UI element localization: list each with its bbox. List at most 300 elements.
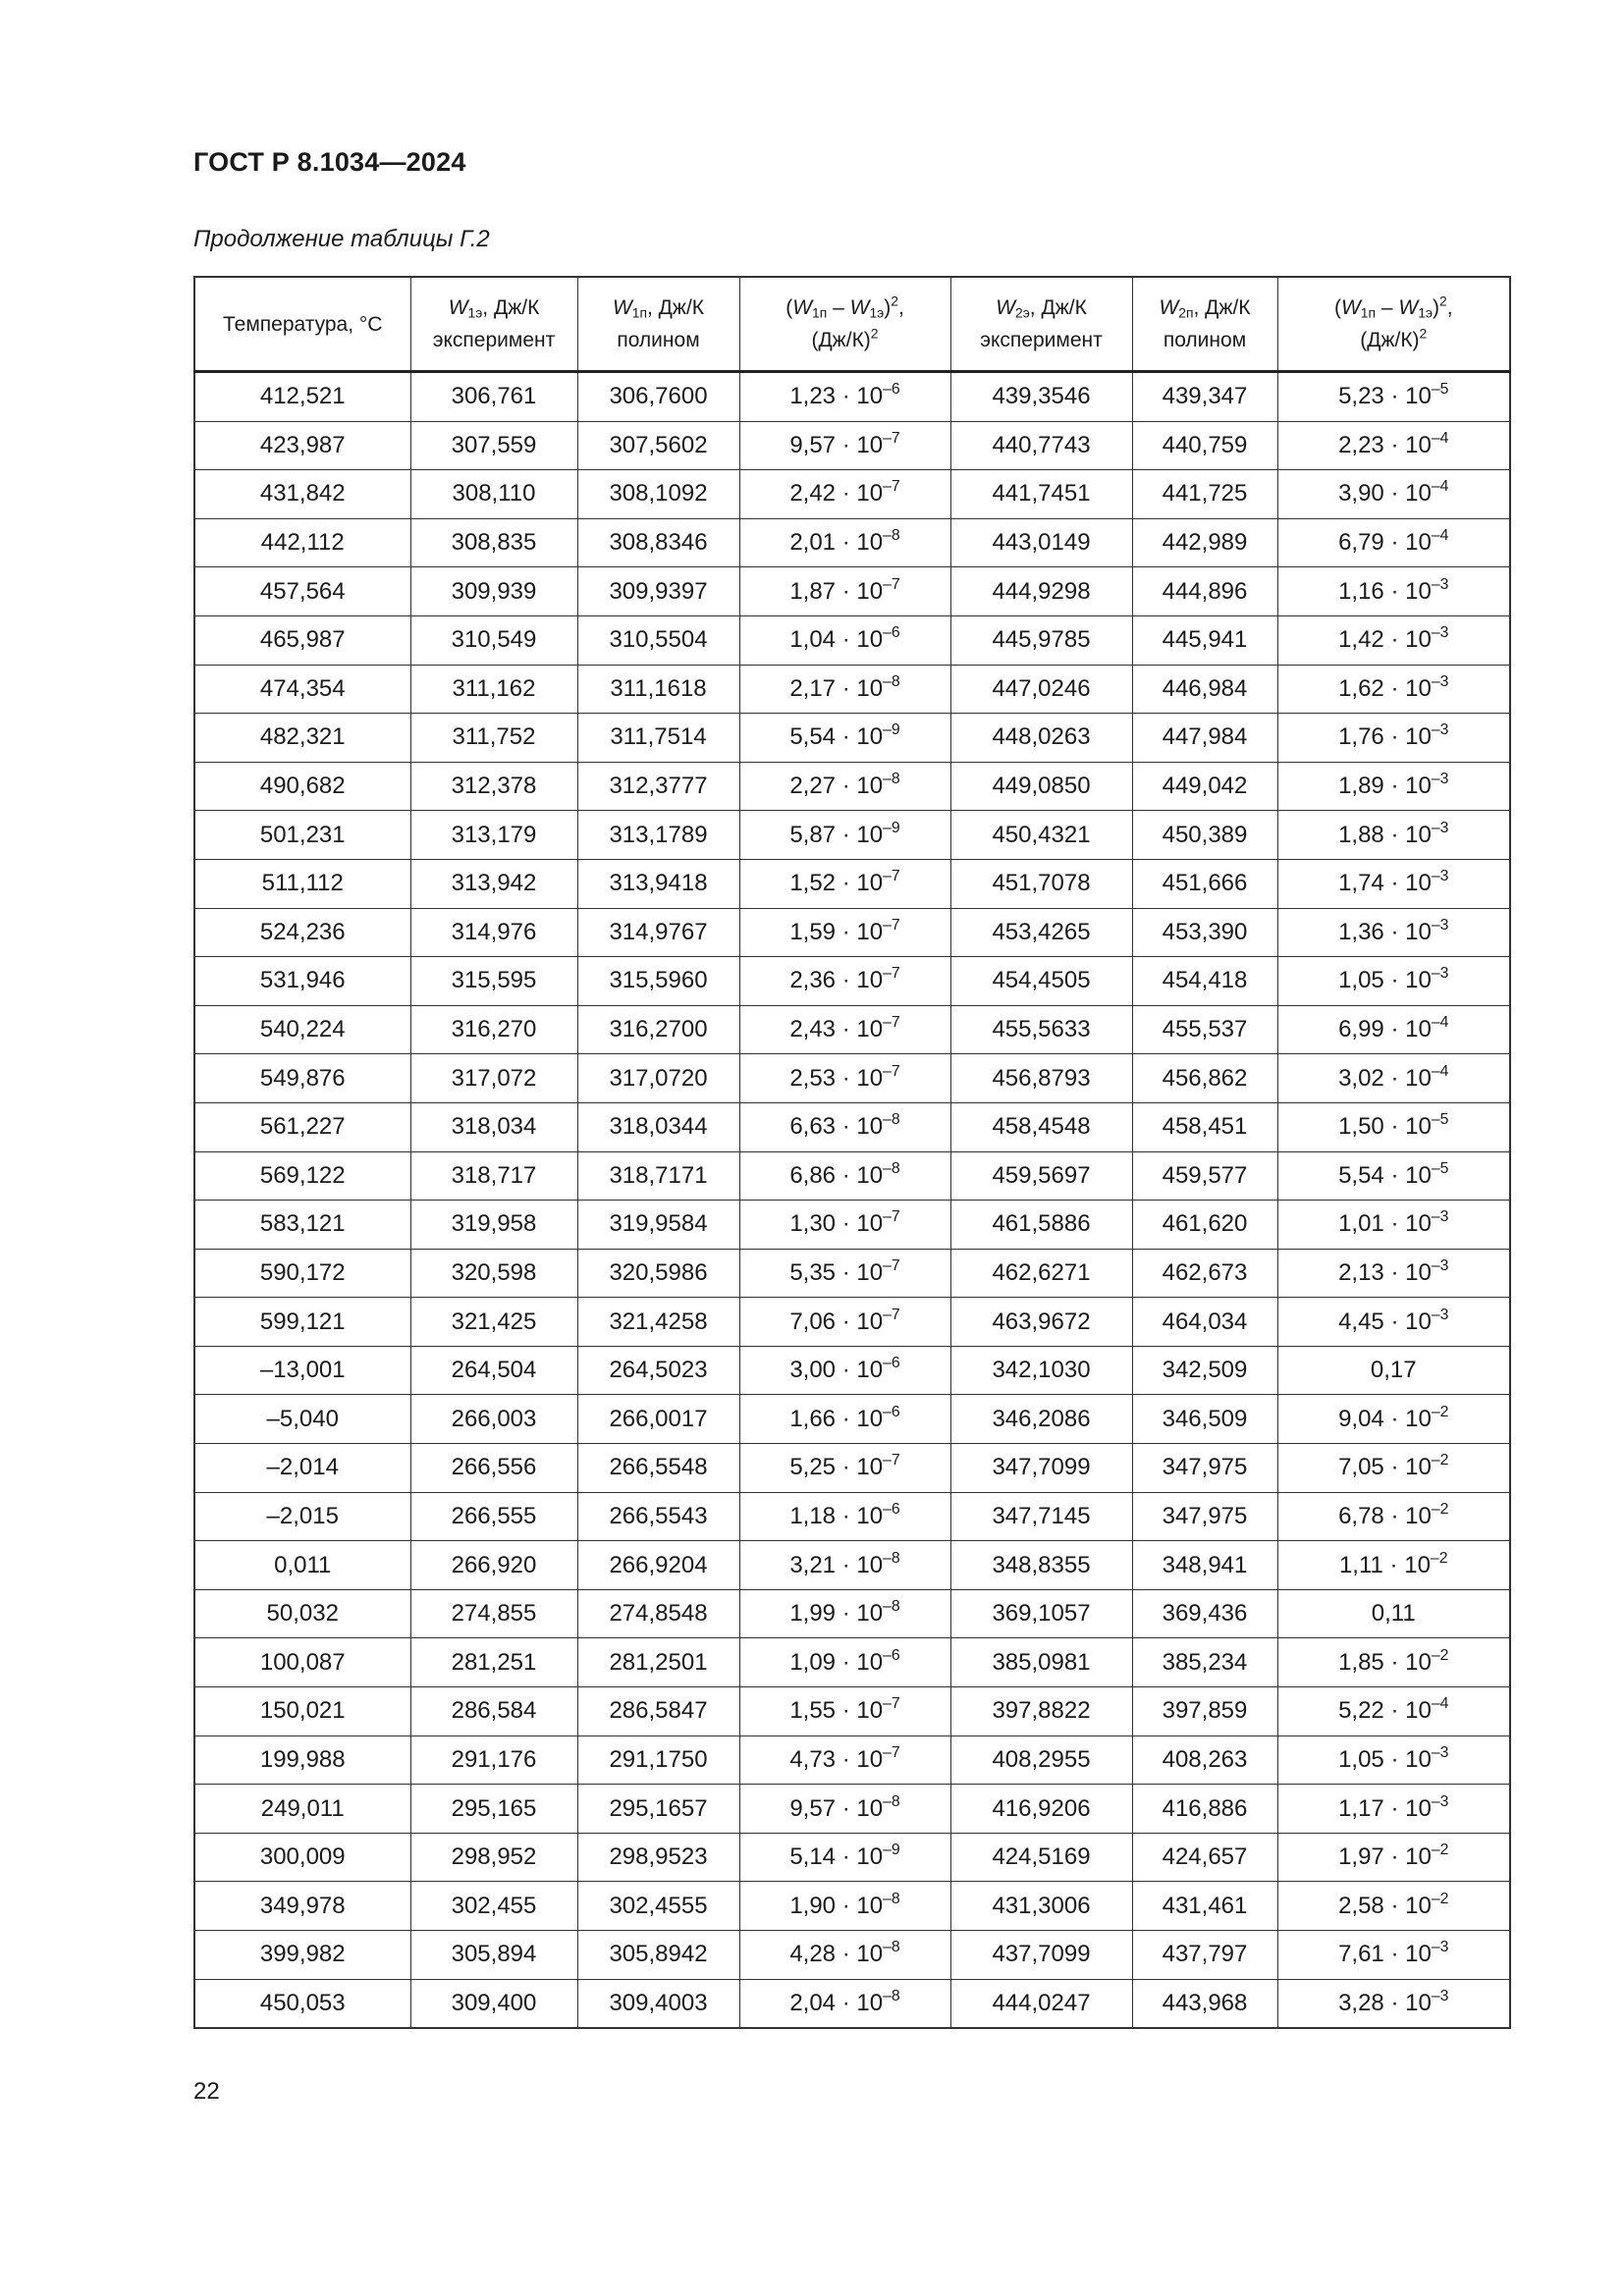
cell-w2-polynomial: 437,797 <box>1132 1931 1277 1980</box>
cell-deviation-2 <box>1277 859 1510 908</box>
table-caption: Продолжение таблицы Г.2 <box>193 226 490 252</box>
cell-w1-experiment: 307,559 <box>410 421 577 470</box>
cell-w1-experiment: 318,034 <box>410 1102 577 1151</box>
mantissa: 1,66 <box>789 1405 837 1432</box>
table-row <box>194 1492 1510 1541</box>
table-row <box>194 1151 1510 1201</box>
mantissa: 1,36 <box>1338 918 1384 945</box>
cell-w1-experiment: 306,761 <box>410 372 577 422</box>
cell-w1-polynomial: 319,9584 <box>577 1201 739 1250</box>
cell-temperature: 450,053 <box>194 1979 410 2028</box>
exponent-base: · 10 <box>1383 1405 1432 1432</box>
exponent-base: · 10 <box>836 1794 884 1822</box>
cell-w2-polynomial: 397,859 <box>1132 1687 1277 1736</box>
mantissa: 2,42 <box>789 480 837 507</box>
exponent-base: · 10 <box>836 431 884 458</box>
cell-temperature: 599,121 <box>194 1298 410 1347</box>
cell-w1-experiment: 309,939 <box>410 567 577 616</box>
table-row <box>194 470 1510 519</box>
mantissa: 1,05 <box>1338 1745 1384 1773</box>
cell-w2-polynomial: 385,234 <box>1132 1638 1277 1687</box>
cell-deviation-2 <box>1277 1395 1510 1444</box>
mantissa: 1,23 <box>789 383 837 410</box>
cell-w2-experiment: 441,7451 <box>950 470 1132 519</box>
cell-w1-experiment: 313,942 <box>410 859 577 908</box>
exponent-base: · 10 <box>1383 918 1432 945</box>
exponent: –3 <box>1431 917 1449 934</box>
cell-temperature: 531,946 <box>194 957 410 1006</box>
page-number: 22 <box>193 2078 220 2105</box>
cell-deviation-2 <box>1277 615 1510 665</box>
mantissa: 7,05 <box>1338 1454 1384 1481</box>
mantissa: 3,28 <box>1338 1989 1384 2016</box>
cell-w1-polynomial: 318,0344 <box>577 1102 739 1151</box>
mantissa: 4,28 <box>789 1941 837 1968</box>
cell-w2-experiment: 456,8793 <box>950 1054 1132 1103</box>
exponent: –9 <box>883 721 900 739</box>
cell-temperature: 540,224 <box>194 1005 410 1054</box>
table-row <box>194 1102 1510 1151</box>
cell-w1-experiment: 274,855 <box>410 1589 577 1638</box>
cell-deviation-2 <box>1277 762 1510 811</box>
mantissa: 4,45 <box>1338 1308 1384 1335</box>
table-row <box>194 1444 1510 1493</box>
cell-temperature: 511,112 <box>194 859 410 908</box>
exponent: –3 <box>1431 868 1449 885</box>
exponent: –4 <box>1431 478 1449 496</box>
table-row <box>194 1931 1510 1980</box>
cell-w1-experiment: 320,598 <box>410 1249 577 1298</box>
exponent: –5 <box>1431 381 1449 399</box>
exponent-base: · 10 <box>836 674 884 702</box>
cell-w1-experiment: 264,504 <box>410 1346 577 1395</box>
mantissa: 1,62 <box>1338 674 1384 702</box>
cell-deviation-2 <box>1277 1298 1510 1347</box>
cell-w1-polynomial: 315,5960 <box>577 957 739 1006</box>
table-row <box>194 762 1510 811</box>
col-header-w2-polynomial: $W_{2п}$, Дж/К полином <box>1132 277 1277 372</box>
exponent: –4 <box>1431 1062 1449 1080</box>
cell-w2-polynomial: 454,418 <box>1132 957 1277 1006</box>
exponent-base: · 10 <box>836 1258 884 1286</box>
cell-w1-experiment: 298,952 <box>410 1833 577 1882</box>
cell-w2-experiment: 408,2955 <box>950 1735 1132 1785</box>
cell-deviation-2 <box>1277 1444 1510 1493</box>
cell-w1-experiment: 312,378 <box>410 762 577 811</box>
cell-w2-experiment: 455,5633 <box>950 1005 1132 1054</box>
col-header-w2-experiment: $W_{2э}$, Дж/К эксперимент <box>950 277 1132 372</box>
cell-w1-experiment: 313,179 <box>410 811 577 860</box>
exponent: –3 <box>1431 721 1449 739</box>
exponent-base: · 10 <box>836 1600 884 1628</box>
cell-w1-polynomial: 317,0720 <box>577 1054 739 1103</box>
mantissa: 2,53 <box>789 1064 837 1092</box>
cell-w2-experiment: 342,1030 <box>950 1346 1132 1395</box>
exponent-base: · 10 <box>836 1843 884 1871</box>
cell-w2-experiment: 416,9206 <box>950 1785 1132 1834</box>
table-row <box>194 1638 1510 1687</box>
cell-w2-polynomial: 458,451 <box>1132 1102 1277 1151</box>
cell-w1-experiment: 281,251 <box>410 1638 577 1687</box>
exponent-base: · 10 <box>1383 1016 1432 1043</box>
cell-deviation-2 <box>1277 1785 1510 1834</box>
exponent-base: · 10 <box>836 383 884 410</box>
cell-deviation-2 <box>1277 1054 1510 1103</box>
cell-deviation-1 <box>739 1102 950 1151</box>
cell-deviation-1 <box>739 518 950 567</box>
cell-w2-experiment: 453,4265 <box>950 908 1132 957</box>
cell-w2-polynomial: 450,389 <box>1132 811 1277 860</box>
table-row <box>194 1298 1510 1347</box>
cell-w2-experiment: 449,0850 <box>950 762 1132 811</box>
cell-w1-polynomial: 310,5504 <box>577 615 739 665</box>
exponent: –7 <box>883 1014 900 1032</box>
mantissa: 1,52 <box>789 870 837 897</box>
cell-temperature: 349,978 <box>194 1882 410 1931</box>
cell-w1-experiment: 316,270 <box>410 1005 577 1054</box>
mantissa: 5,87 <box>789 821 837 848</box>
table-row <box>194 1054 1510 1103</box>
cell-temperature: 561,227 <box>194 1102 410 1151</box>
cell-w2-polynomial: 456,862 <box>1132 1054 1277 1103</box>
exponent: –7 <box>883 1062 900 1080</box>
cell-deviation-2 <box>1277 1005 1510 1054</box>
cell-w2-polynomial: 447,984 <box>1132 714 1277 763</box>
cell-w1-polynomial: 314,9767 <box>577 908 739 957</box>
exponent-base: · 10 <box>1383 773 1432 800</box>
cell-w2-experiment: 443,0149 <box>950 518 1132 567</box>
cell-w1-experiment: 266,920 <box>410 1541 577 1590</box>
exponent-base: · 10 <box>1383 821 1432 848</box>
cell-w2-experiment: 459,5697 <box>950 1151 1132 1201</box>
cell-temperature: 501,231 <box>194 811 410 860</box>
exponent-base: · 10 <box>1383 626 1432 654</box>
cell-w1-polynomial: 321,4258 <box>577 1298 739 1347</box>
exponent: –7 <box>883 965 900 983</box>
cell-w2-experiment: 346,2086 <box>950 1395 1132 1444</box>
exponent-base: · 10 <box>836 1502 884 1529</box>
exponent-base: · 10 <box>1383 1648 1432 1676</box>
mantissa: 5,22 <box>1338 1697 1384 1725</box>
exponent-base: · 10 <box>1383 577 1432 605</box>
exponent-base: · 10 <box>836 626 884 654</box>
cell-temperature: 583,121 <box>194 1201 410 1250</box>
cell-w2-experiment: 461,5886 <box>950 1201 1132 1250</box>
mantissa: 1,50 <box>1338 1113 1384 1141</box>
cell-temperature: 524,236 <box>194 908 410 957</box>
cell-w1-experiment: 308,835 <box>410 518 577 567</box>
exponent: –6 <box>883 624 900 642</box>
cell-deviation-1 <box>739 1541 950 1590</box>
cell-w1-polynomial: 302,4555 <box>577 1882 739 1931</box>
cell-temperature: 442,112 <box>194 518 410 567</box>
cell-temperature: 300,009 <box>194 1833 410 1882</box>
table-row <box>194 1687 1510 1736</box>
mantissa: 1,05 <box>1338 967 1384 994</box>
cell-w2-polynomial: 439,347 <box>1132 372 1277 422</box>
cell-w1-polynomial: 313,1789 <box>577 811 739 860</box>
mantissa: 3,21 <box>789 1551 837 1578</box>
cell-w2-polynomial: 455,537 <box>1132 1005 1277 1054</box>
cell-w1-polynomial: 312,3777 <box>577 762 739 811</box>
cell-deviation-1 <box>739 1882 950 1931</box>
exponent-base: · 10 <box>1383 1064 1432 1092</box>
mantissa: 9,57 <box>789 431 837 458</box>
table-row <box>194 1735 1510 1785</box>
exponent-base: · 10 <box>1383 383 1432 410</box>
cell-w2-experiment: 347,7145 <box>950 1492 1132 1541</box>
cell-deviation-1 <box>739 1005 950 1054</box>
cell-w2-polynomial: 459,577 <box>1132 1151 1277 1201</box>
cell-w1-experiment: 311,752 <box>410 714 577 763</box>
exponent: –6 <box>883 381 900 399</box>
cell-w2-experiment: 463,9672 <box>950 1298 1132 1347</box>
cell-deviation-1 <box>739 1249 950 1298</box>
exponent: –6 <box>883 1355 900 1372</box>
cell-w2-polynomial: 453,390 <box>1132 908 1277 957</box>
cell-deviation-1 <box>739 567 950 616</box>
exponent-base: · 10 <box>836 723 884 751</box>
col-header-temperature: Температура, °С <box>194 277 410 372</box>
cell-temperature: 590,172 <box>194 1249 410 1298</box>
table-header-row <box>194 277 1510 372</box>
mantissa: 5,14 <box>789 1843 837 1871</box>
cell-w1-polynomial: 311,7514 <box>577 714 739 763</box>
cell-deviation-1 <box>739 1298 950 1347</box>
exponent: –7 <box>883 1452 900 1469</box>
cell-w1-polynomial: 264,5023 <box>577 1346 739 1395</box>
table-row <box>194 1201 1510 1250</box>
exponent: –8 <box>883 1549 900 1567</box>
exponent-base: · 10 <box>1383 1161 1432 1189</box>
table-row <box>194 1541 1510 1590</box>
mantissa: 1,01 <box>1338 1210 1384 1238</box>
cell-deviation-2 <box>1277 1882 1510 1931</box>
exponent: –7 <box>883 1695 900 1713</box>
mantissa: 5,35 <box>789 1258 837 1286</box>
cell-deviation-2 <box>1277 1638 1510 1687</box>
mantissa: 1,18 <box>789 1502 837 1529</box>
cell-w2-polynomial: 440,759 <box>1132 421 1277 470</box>
cell-w1-experiment: 317,072 <box>410 1054 577 1103</box>
cell-w2-polynomial: 442,989 <box>1132 518 1277 567</box>
mantissa: 1,59 <box>789 918 837 945</box>
exponent: –7 <box>883 430 900 448</box>
mantissa: 3,02 <box>1338 1064 1384 1092</box>
table-row <box>194 1785 1510 1834</box>
cell-deviation-2 <box>1277 1541 1510 1590</box>
cell-deviation-1 <box>739 811 950 860</box>
cell-w2-polynomial: 346,509 <box>1132 1395 1277 1444</box>
cell-w1-experiment: 295,165 <box>410 1785 577 1834</box>
table-row <box>194 714 1510 763</box>
exponent-base: · 10 <box>1383 480 1432 507</box>
cell-deviation-2: 0,11 <box>1277 1589 1510 1638</box>
mantissa: 1,04 <box>789 626 837 654</box>
cell-temperature: 100,087 <box>194 1638 410 1687</box>
cell-w2-polynomial: 464,034 <box>1132 1298 1277 1347</box>
cell-w2-experiment: 451,7078 <box>950 859 1132 908</box>
exponent-base: · 10 <box>1383 1843 1432 1871</box>
cell-w2-polynomial: 408,263 <box>1132 1735 1277 1785</box>
mantissa: 1,30 <box>789 1210 837 1238</box>
exponent: –7 <box>883 1208 900 1226</box>
table-row <box>194 1346 1510 1395</box>
exponent-base: · 10 <box>1383 1697 1432 1725</box>
col-header-w1-polynomial: $W_{1п}$, Дж/К полином <box>577 277 739 372</box>
cell-w1-polynomial: 298,9523 <box>577 1833 739 1882</box>
cell-deviation-2 <box>1277 811 1510 860</box>
exponent-base: · 10 <box>1382 1551 1431 1578</box>
exponent: –3 <box>1431 1208 1449 1226</box>
cell-w2-experiment: 437,7099 <box>950 1931 1132 1980</box>
cell-temperature: 412,521 <box>194 372 410 422</box>
cell-temperature: 490,682 <box>194 762 410 811</box>
cell-w1-polynomial: 308,1092 <box>577 470 739 519</box>
cell-w2-experiment: 424,5169 <box>950 1833 1132 1882</box>
mantissa: 5,23 <box>1338 383 1384 410</box>
exponent: –5 <box>1431 1111 1449 1129</box>
cell-temperature: 549,876 <box>194 1054 410 1103</box>
cell-w2-experiment: 385,0981 <box>950 1638 1132 1687</box>
cell-w1-polynomial: 305,8942 <box>577 1931 739 1980</box>
cell-w1-experiment: 266,556 <box>410 1444 577 1493</box>
cell-deviation-1 <box>739 665 950 714</box>
cell-temperature: 0,011 <box>194 1541 410 1590</box>
cell-deviation-1 <box>739 1346 950 1395</box>
exponent: –2 <box>1431 1890 1449 1907</box>
document-code: ГОСТ Р 8.1034—2024 <box>193 147 466 177</box>
mantissa: 5,54 <box>789 723 837 751</box>
exponent-base: · 10 <box>836 1648 884 1676</box>
cell-temperature: –13,001 <box>194 1346 410 1395</box>
exponent-base: · 10 <box>836 1551 884 1578</box>
exponent: –7 <box>883 1257 900 1275</box>
exponent: –8 <box>883 1111 900 1129</box>
cell-deviation-1 <box>739 1833 950 1882</box>
exponent: –3 <box>1431 1306 1449 1323</box>
cell-temperature: –2,015 <box>194 1492 410 1541</box>
cell-w1-polynomial: 266,0017 <box>577 1395 739 1444</box>
mantissa: 1,85 <box>1338 1648 1384 1676</box>
cell-deviation-1 <box>739 1931 950 1980</box>
cell-w2-polynomial: 431,461 <box>1132 1882 1277 1931</box>
cell-w2-experiment: 454,4505 <box>950 957 1132 1006</box>
cell-deviation-2: 0,17 <box>1277 1346 1510 1395</box>
cell-w1-polynomial: 306,7600 <box>577 372 739 422</box>
exponent: –4 <box>1431 527 1449 545</box>
exponent: –8 <box>883 771 900 788</box>
table-row <box>194 1589 1510 1638</box>
cell-deviation-2 <box>1277 957 1510 1006</box>
exponent: –3 <box>1431 771 1449 788</box>
cell-temperature: –2,014 <box>194 1444 410 1493</box>
mantissa: 2,23 <box>1338 431 1384 458</box>
exponent: –3 <box>1431 673 1449 691</box>
cell-w1-polynomial: 266,9204 <box>577 1541 739 1590</box>
table-row <box>194 421 1510 470</box>
mantissa: 2,01 <box>789 529 837 557</box>
cell-deviation-1 <box>739 859 950 908</box>
exponent: –2 <box>1431 1501 1449 1519</box>
mantissa: 1,09 <box>789 1648 837 1676</box>
cell-w1-polynomial: 274,8548 <box>577 1589 739 1638</box>
cell-temperature: 399,982 <box>194 1931 410 1980</box>
mantissa: 9,04 <box>1338 1405 1384 1432</box>
cell-deviation-1 <box>739 1201 950 1250</box>
cell-deviation-2 <box>1277 518 1510 567</box>
cell-deviation-1 <box>739 1589 950 1638</box>
exponent-base: · 10 <box>1383 1210 1432 1238</box>
cell-w1-experiment: 308,110 <box>410 470 577 519</box>
col-header-w1-experiment: $W_{1э}$, Дж/К эксперимент <box>410 277 577 372</box>
cell-deviation-2 <box>1277 1833 1510 1882</box>
cell-w1-polynomial: 313,9418 <box>577 859 739 908</box>
cell-w2-polynomial: 424,657 <box>1132 1833 1277 1882</box>
cell-w1-experiment: 286,584 <box>410 1687 577 1736</box>
cell-deviation-1 <box>739 1444 950 1493</box>
table-row <box>194 665 1510 714</box>
exponent-base: · 10 <box>836 577 884 605</box>
exponent-base: · 10 <box>1383 1454 1432 1481</box>
mantissa: 2,43 <box>789 1016 837 1043</box>
exponent: –3 <box>1431 575 1449 593</box>
exponent-base: · 10 <box>836 1941 884 1968</box>
cell-w1-experiment: 302,455 <box>410 1882 577 1931</box>
exponent-base: · 10 <box>836 1892 884 1919</box>
cell-deviation-2 <box>1277 1201 1510 1250</box>
cell-w1-experiment: 318,717 <box>410 1151 577 1201</box>
cell-w2-experiment: 444,9298 <box>950 567 1132 616</box>
mantissa: 1,76 <box>1338 723 1384 751</box>
exponent: –8 <box>883 527 900 545</box>
table-row <box>194 615 1510 665</box>
cell-temperature: 474,354 <box>194 665 410 714</box>
cell-w1-experiment: 310,549 <box>410 615 577 665</box>
cell-deviation-2 <box>1277 714 1510 763</box>
table-row <box>194 957 1510 1006</box>
cell-w1-polynomial: 309,4003 <box>577 1979 739 2028</box>
exponent: –7 <box>883 868 900 885</box>
cell-w1-polynomial: 308,8346 <box>577 518 739 567</box>
cell-w2-polynomial: 462,673 <box>1132 1249 1277 1298</box>
cell-deviation-2 <box>1277 1735 1510 1785</box>
exponent-base: · 10 <box>1383 1794 1432 1822</box>
cell-w1-experiment: 309,400 <box>410 1979 577 2028</box>
cell-deviation-1 <box>739 372 950 422</box>
mantissa: 2,58 <box>1338 1892 1384 1919</box>
table-row <box>194 859 1510 908</box>
cell-deviation-1 <box>739 1492 950 1541</box>
cell-w1-polynomial: 309,9397 <box>577 567 739 616</box>
mantissa: 1,11 <box>1338 1551 1383 1578</box>
cell-temperature: 431,842 <box>194 470 410 519</box>
exponent-base: · 10 <box>1383 1308 1432 1335</box>
cell-w1-polynomial: 266,5543 <box>577 1492 739 1541</box>
mantissa: 1,55 <box>789 1697 837 1725</box>
mantissa: 2,04 <box>789 1989 837 2016</box>
cell-temperature: 465,987 <box>194 615 410 665</box>
exponent: –3 <box>1431 1988 1449 2005</box>
exponent: –3 <box>1431 819 1449 836</box>
cell-w1-polynomial: 316,2700 <box>577 1005 739 1054</box>
cell-temperature: 423,987 <box>194 421 410 470</box>
mantissa: 7,06 <box>789 1308 837 1335</box>
cell-temperature: 457,564 <box>194 567 410 616</box>
exponent: –3 <box>1431 1792 1449 1810</box>
exponent-base: · 10 <box>1383 1258 1432 1286</box>
exponent: –2 <box>1431 1646 1449 1664</box>
